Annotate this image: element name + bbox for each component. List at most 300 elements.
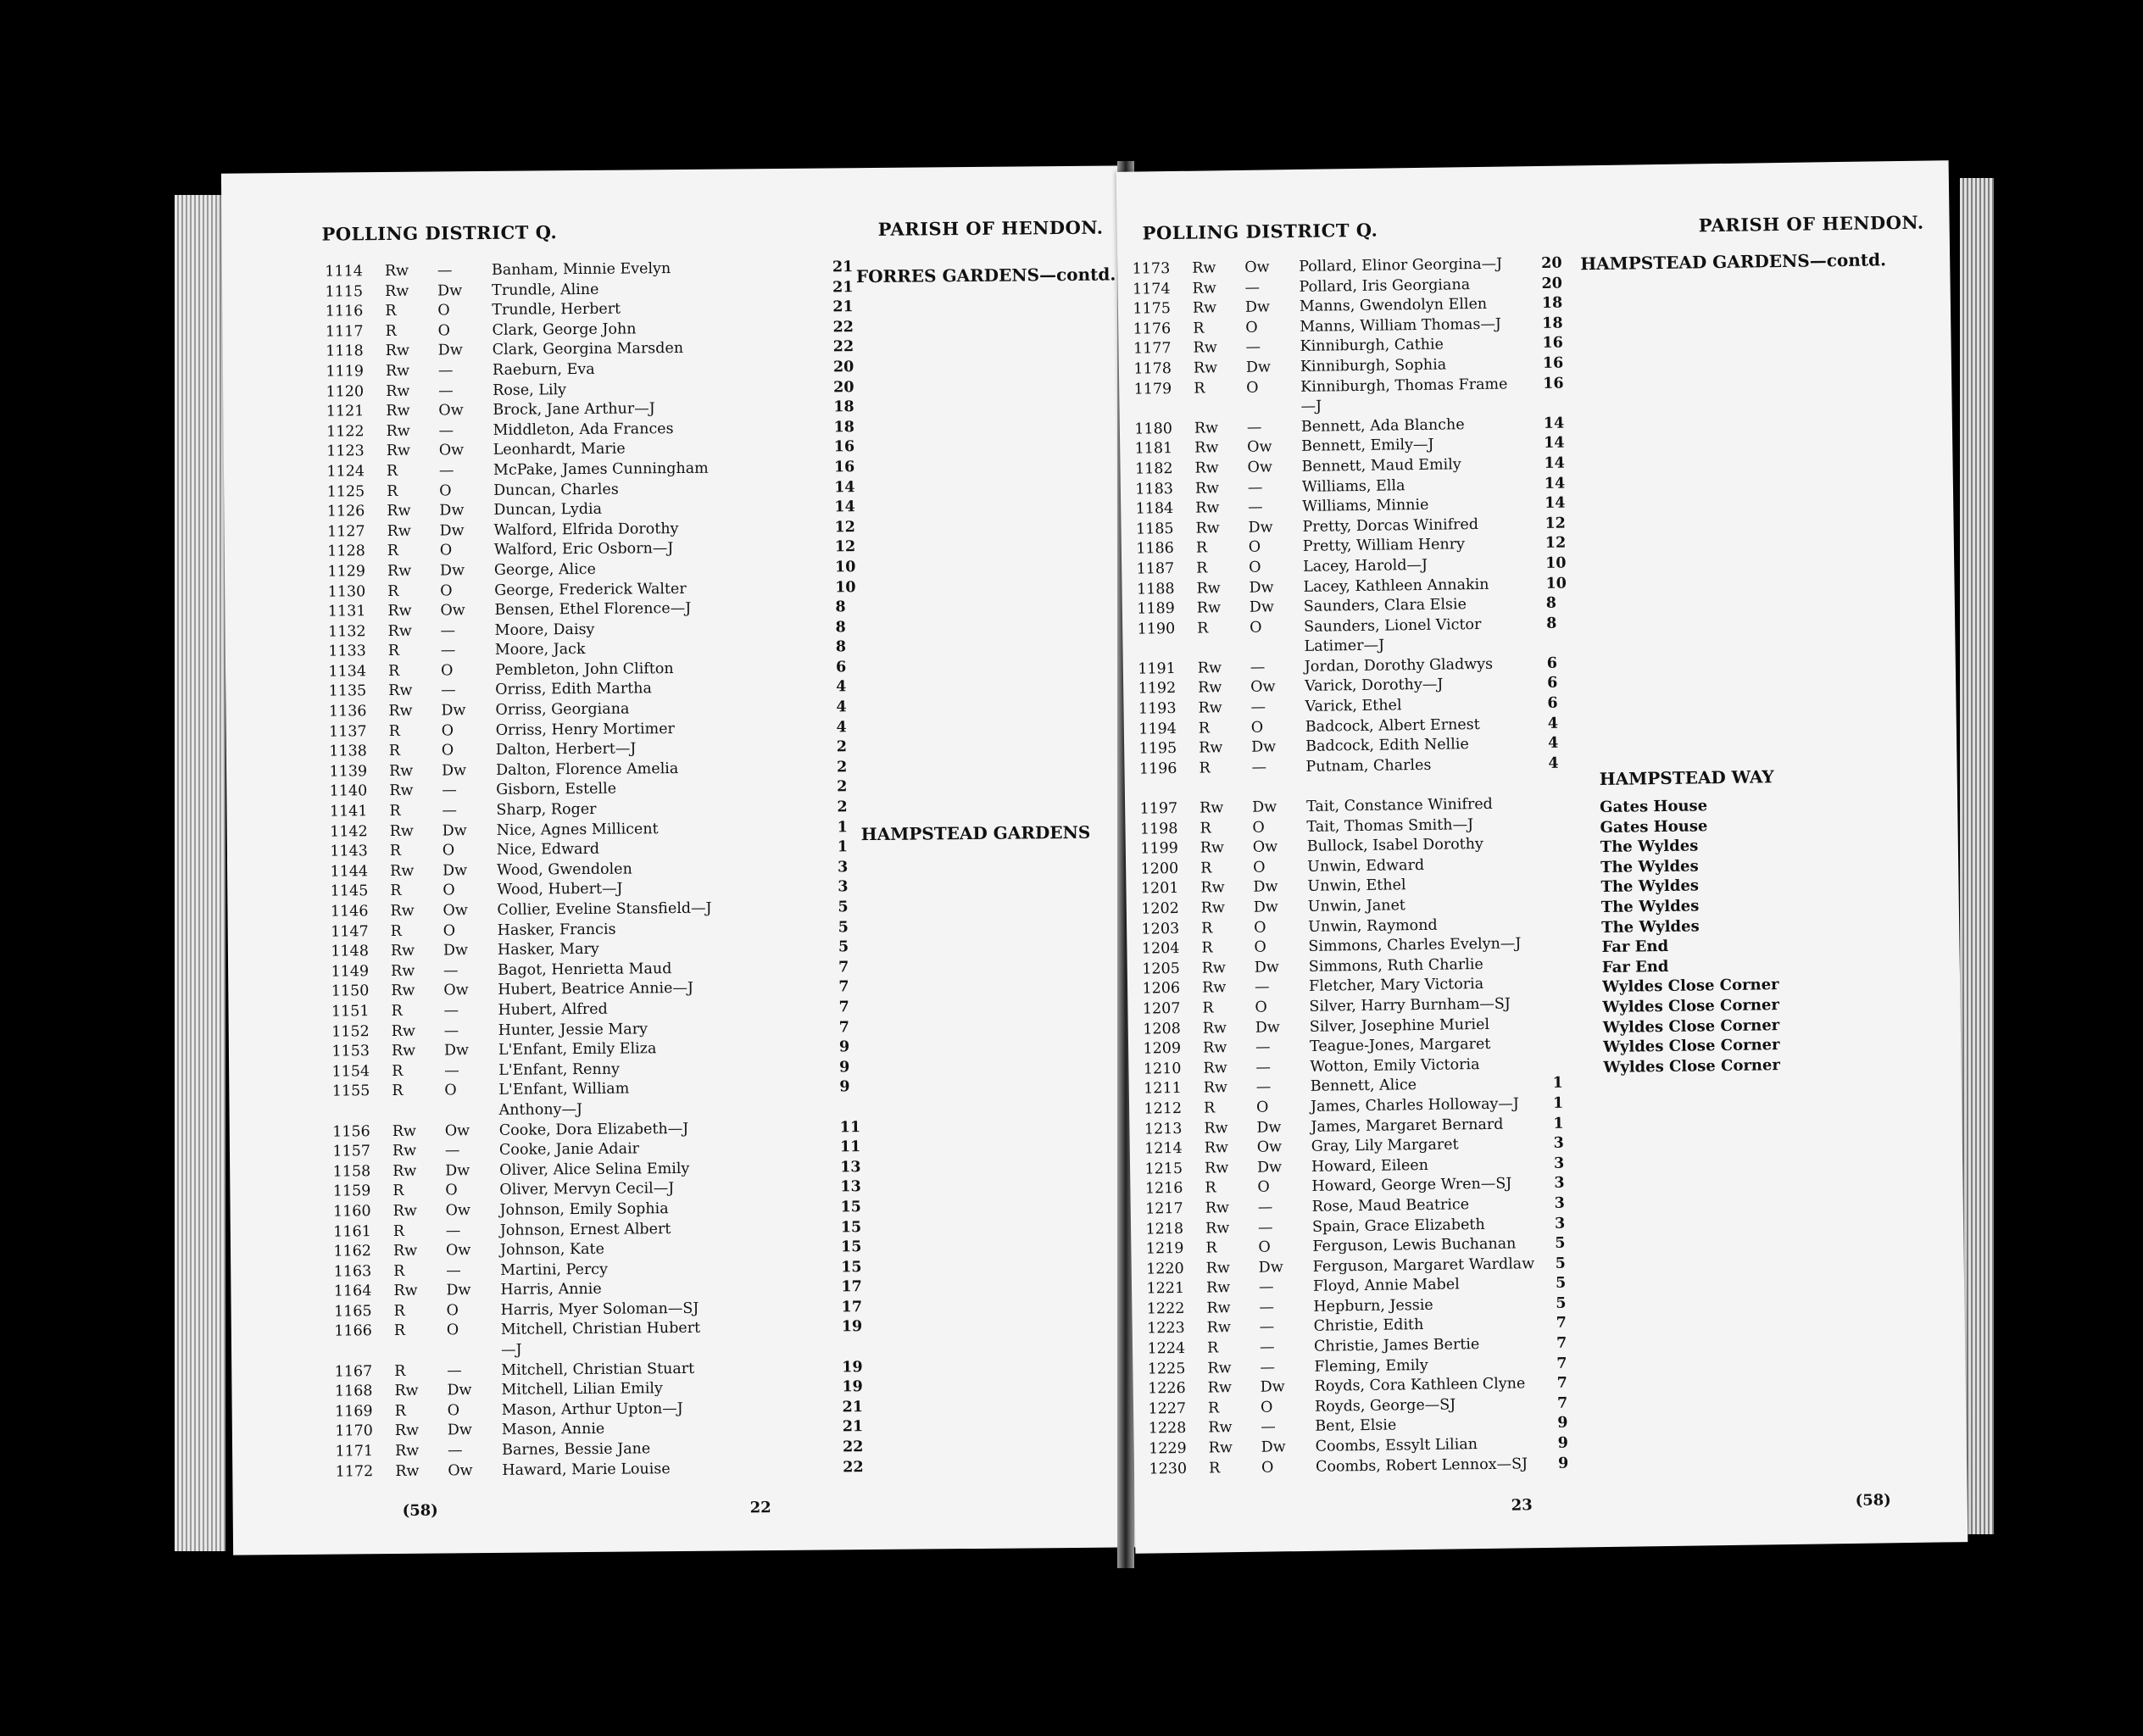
house-number: 15 [840, 1238, 862, 1256]
elector-number: 1169 [335, 1403, 373, 1421]
occupancy-code: Dw [1249, 578, 1274, 597]
qualification-code: Rw [393, 1283, 418, 1300]
qualification-code: R [387, 582, 399, 600]
qualification-code: Rw [387, 502, 411, 520]
elector-name: Collier, Eveline Stansfield—J [497, 899, 712, 919]
occupancy-code: Dw [1251, 738, 1277, 757]
occupancy-code: Dw [1253, 878, 1278, 897]
elector-name: Gray, Lily Margaret [1311, 1136, 1459, 1155]
street-heading: HAMPSTEAD WAY [1599, 766, 1774, 790]
occupancy-code: — [440, 621, 456, 640]
house-number: 18 [1541, 294, 1563, 313]
elector-name: Oliver, Alice Selina Emily [499, 1160, 690, 1179]
elector-name: Fleming, Emily [1314, 1356, 1428, 1376]
elector-number: 1211 [1144, 1080, 1182, 1098]
house-number: 20 [833, 378, 854, 396]
house-number: 9 [839, 1078, 850, 1096]
qualification-code: Rw [387, 602, 412, 620]
elector-name: Lacey, Harold—J [1303, 556, 1428, 576]
elector-number: 1194 [1138, 720, 1177, 738]
elector-number: 1219 [1145, 1240, 1184, 1258]
elector-number: 1177 [1133, 340, 1172, 359]
qualification-code: R [1200, 820, 1211, 837]
occupancy-code: O [1246, 379, 1259, 397]
elector-number: 1189 [1137, 600, 1176, 618]
elector-name: James, Margaret Bernard [1311, 1116, 1504, 1136]
elector-name: Duncan, Charles [493, 481, 619, 499]
elector-number: 1200 [1140, 860, 1179, 878]
elector-number: 1148 [331, 943, 370, 960]
elector-number: 1133 [328, 643, 366, 660]
elector-name: Wood, Gwendolen [497, 860, 632, 879]
qualification-code: Rw [390, 862, 415, 880]
qualification-code: Rw [390, 902, 415, 920]
house-number: 19 [841, 1318, 863, 1336]
qualification-code: Rw [1206, 1319, 1232, 1338]
elector-number: 1119 [326, 363, 365, 381]
elector-number: 1136 [328, 703, 367, 721]
occupancy-code: Ow [438, 402, 464, 420]
elector-number: 1201 [1140, 880, 1179, 899]
elector-name: Mitchell, Christian Hubert [500, 1320, 701, 1339]
elector-number: 1230 [1149, 1460, 1188, 1478]
elector-number: 1127 [326, 522, 365, 541]
elector-number: 1227 [1148, 1399, 1187, 1418]
elector-number: 1168 [334, 1383, 373, 1400]
elector-number: 1121 [326, 403, 365, 420]
qualification-code: Rw [1196, 579, 1221, 598]
elector-name: Manns, William Thomas—J [1300, 315, 1502, 336]
occupancy-code: O [437, 322, 450, 340]
elector-number: 1125 [326, 482, 365, 501]
house-number: 7 [838, 978, 849, 996]
qualification-code: Rw [389, 782, 414, 800]
house-number: 15 [840, 1199, 862, 1216]
qualification-code: R [391, 1002, 403, 1020]
house-number: 14 [1544, 434, 1565, 453]
house-number: 3 [1553, 1155, 1565, 1172]
qualification-code: Rw [1206, 1299, 1231, 1317]
qualification-code: Rw [1199, 739, 1223, 757]
house-number: 21 [832, 259, 854, 276]
house-number: 5 [838, 899, 849, 916]
elector-name: Trundle, Herbert [492, 300, 621, 320]
house-number: 4 [1547, 715, 1559, 732]
qualification-code: R [1198, 720, 1211, 737]
qualification-code: R [394, 1362, 406, 1380]
occupancy-code: Dw [1253, 899, 1278, 916]
elector-name: Williams, Minnie [1302, 496, 1429, 516]
occupancy-code: O [1252, 819, 1265, 837]
qualification-code: Rw [1196, 599, 1222, 617]
elector-name: Martini, Percy [500, 1260, 609, 1279]
elector-number: 1135 [328, 682, 367, 701]
qualification-code: R [388, 722, 400, 740]
qualification-code: Rw [1200, 899, 1226, 917]
elector-name: Varick, Dorothy—J [1305, 676, 1444, 696]
house-name: Gates House [1600, 797, 1708, 817]
occupancy-code: Ow [443, 902, 468, 920]
elector-number: 1213 [1144, 1120, 1183, 1138]
elector-number: 1170 [335, 1422, 373, 1441]
qualification-code: Rw [387, 522, 411, 540]
house-number: 1 [837, 818, 848, 837]
elector-number: 1199 [1140, 840, 1178, 858]
qualification-code: R [394, 1402, 406, 1420]
qualification-code: Rw [388, 682, 413, 700]
elector-number: 1143 [330, 843, 368, 860]
elector-name: Unwin, Janet [1307, 897, 1406, 915]
occupancy-code: Ow [1247, 438, 1272, 457]
elector-number: 1224 [1147, 1339, 1186, 1358]
elector-number: 1126 [326, 503, 365, 520]
house-number: 12 [834, 538, 856, 556]
elector-number: 1176 [1133, 320, 1172, 338]
house-number: 3 [837, 859, 849, 876]
house-name: The Wyldes [1601, 916, 1700, 937]
house-name: Wyldes Close Corner [1602, 996, 1780, 1016]
qualification-code: Rw [1193, 339, 1217, 358]
occupancy-code: O [1258, 1238, 1271, 1256]
elector-name: Tait, Constance Winifred [1306, 795, 1493, 815]
qualification-code: R [1205, 1179, 1216, 1197]
elector-number: 1171 [335, 1443, 374, 1461]
elector-number: 1188 [1136, 580, 1175, 598]
house-number [1551, 993, 1594, 994]
elector-name: L'Enfant, Emily Eliza [498, 1040, 657, 1060]
occupancy-code: Dw [437, 281, 463, 300]
house-number: 15 [841, 1258, 862, 1277]
qualification-code: Rw [1197, 659, 1222, 677]
qualification-code: R [1208, 1459, 1221, 1477]
house-number: 9 [839, 1059, 850, 1077]
qualification-code: Rw [386, 422, 410, 440]
elector-number: 1124 [326, 463, 365, 481]
occupancy-code: O [445, 1182, 458, 1199]
qualification-code: Rw [392, 1202, 417, 1220]
elector-number: 1193 [1138, 700, 1177, 718]
occupancy-code: O [439, 542, 453, 559]
occupancy-code: — [443, 962, 459, 980]
qualification-code: Rw [387, 622, 412, 640]
elector-name: Middleton, Ada Frances [493, 420, 674, 439]
occupancy-code: Dw [1260, 1378, 1285, 1396]
elector-number: 1222 [1146, 1299, 1185, 1318]
elector-number: 1184 [1135, 500, 1174, 518]
house-number: 14 [834, 498, 855, 516]
house-number: 4 [1547, 734, 1559, 753]
elector-name: Ferguson, Lewis Buchanan [1312, 1235, 1517, 1255]
house-name: Far End [1601, 957, 1669, 976]
qualification-code: R [1203, 1099, 1216, 1117]
elector-name: Mason, Annie [501, 1421, 605, 1439]
occupancy-code: — [1257, 1218, 1273, 1237]
house-number: 7 [1556, 1334, 1567, 1352]
elector-name: Silver, Harry Burnham—SJ [1309, 995, 1511, 1015]
elector-name: Raeburn, Eva [492, 360, 595, 379]
qualification-code: Rw [1205, 1259, 1231, 1277]
house-number: 1 [1552, 1075, 1564, 1093]
qualification-code: Rw [384, 262, 409, 281]
house-number: 14 [1544, 454, 1566, 472]
qualification-code: Rw [394, 1382, 419, 1400]
occupancy-code: O [437, 302, 450, 320]
qualification-code: R [385, 322, 397, 340]
house-number: 8 [835, 598, 846, 616]
occupancy-code: — [1258, 1278, 1274, 1296]
page-number: 23 [1511, 1496, 1533, 1515]
folio-mark: (58) [1855, 1491, 1891, 1510]
house-number: 1 [1552, 1094, 1564, 1112]
house-number: 13 [840, 1178, 861, 1196]
elector-name: Rose, Maud Beatrice [1311, 1196, 1470, 1216]
occupancy-code: Ow [443, 982, 469, 999]
qualification-code: Rw [1205, 1279, 1231, 1297]
elector-name: Fletcher, Mary Victoria [1308, 976, 1484, 996]
elector-number: 1157 [332, 1143, 371, 1160]
elector-number: 1144 [330, 863, 369, 881]
elector-number: 1174 [1132, 280, 1171, 298]
house-number: 10 [835, 578, 856, 596]
elector-name: Pembleton, John Clifton [494, 659, 674, 679]
occupancy-code: Dw [443, 862, 468, 880]
elector-number: 1204 [1141, 940, 1180, 958]
elector-name: Unwin, Ethel [1307, 876, 1406, 896]
house-number: 2 [837, 798, 848, 816]
elector-number: 1155 [331, 1082, 370, 1100]
qualification-code: Rw [391, 1042, 416, 1060]
house-number: 20 [832, 359, 854, 376]
elector-name: Johnson, Kate [499, 1240, 604, 1259]
house-number: 20 [1541, 254, 1562, 272]
elector-number: 1160 [332, 1203, 371, 1221]
elector-number: 1178 [1133, 360, 1172, 378]
house-number: 16 [1543, 375, 1564, 392]
house-number: 12 [1545, 534, 1567, 553]
elector-name: Moore, Jack [494, 641, 586, 659]
occupancy-code: Dw [1258, 1258, 1283, 1277]
occupancy-code: Dw [1244, 298, 1271, 317]
qualification-code: Rw [1203, 1059, 1227, 1077]
qualification-code: Rw [1198, 679, 1222, 698]
elector-name: Haward, Marie Louise [502, 1460, 671, 1479]
occupancy-code: — [1257, 1199, 1273, 1216]
qualification-code: Rw [1204, 1119, 1228, 1138]
qualification-code: Rw [1205, 1199, 1230, 1217]
qualification-code: R [387, 482, 398, 500]
qualification-code: Rw [1200, 879, 1225, 898]
elector-name: Bennett, Emily—J [1301, 437, 1434, 456]
occupancy-code: Dw [1256, 1159, 1283, 1177]
house-number: 9 [1557, 1455, 1569, 1472]
occupancy-code: Dw [437, 342, 463, 359]
qualification-code: Rw [394, 1422, 420, 1440]
occupancy-code: — [1245, 338, 1261, 357]
elector-name: Hubert, Beatrice Annie—J [498, 980, 694, 999]
qualification-code: R [1197, 620, 1209, 637]
occupancy-code: — [443, 1021, 459, 1040]
occupancy-code: — [1259, 1299, 1275, 1316]
qualification-code: Rw [1194, 439, 1219, 458]
elector-name: Saunders, Clara Elsie [1303, 596, 1467, 615]
elector-name: Kinniburgh, Cathie [1300, 336, 1444, 356]
elector-number: 1147 [331, 922, 369, 941]
elector-name: Orriss, Edith Martha [495, 680, 652, 699]
occupancy-code: Dw [1256, 1118, 1282, 1137]
elector-number: 1114 [325, 263, 364, 281]
occupancy-code: — [437, 362, 454, 380]
occupancy-code: Ow [1244, 259, 1270, 276]
qualification-code: R [393, 1302, 405, 1320]
qualification-code: Rw [387, 562, 412, 580]
elector-name: Mitchell, Christian Stuart [501, 1360, 695, 1379]
occupancy-code: — [440, 642, 456, 659]
house-number: 5 [838, 918, 849, 936]
qualification-code: R [1201, 939, 1213, 957]
house-number: 22 [843, 1458, 864, 1476]
occupancy-code: Ow [1247, 459, 1273, 476]
elector-name: Manns, Gwendolyn Ellen [1299, 296, 1488, 316]
occupancy-code: Dw [447, 1422, 472, 1439]
occupancy-code: O [441, 721, 454, 740]
street-heading: FORRES GARDENS—contd. [855, 264, 1116, 287]
house-number [1552, 1033, 1595, 1034]
house-number: 14 [1545, 494, 1566, 513]
elector-name: Christie, James Bertie [1313, 1336, 1480, 1355]
qualification-code: Rw [392, 1122, 417, 1140]
elector-number: 1198 [1139, 820, 1178, 838]
qualification-code: Rw [388, 762, 414, 780]
elector-name: L'Enfant, William [498, 1080, 630, 1099]
right-header-parish: PARISH OF HENDON. [1698, 211, 1924, 236]
occupancy-code: — [1255, 1038, 1271, 1056]
house-number: 9 [838, 1038, 850, 1056]
house-number: 1 [837, 838, 849, 856]
house-number: 6 [835, 659, 847, 676]
occupancy-code: — [1246, 419, 1262, 437]
house-number: 9 [1557, 1434, 1568, 1452]
occupancy-code: Dw [441, 702, 466, 720]
elector-number: 1214 [1144, 1140, 1183, 1158]
elector-number: 1216 [1144, 1180, 1183, 1198]
qualification-code: R [393, 1262, 405, 1280]
occupancy-code: Dw [1245, 359, 1272, 376]
qualification-code: R [386, 462, 398, 480]
elector-name: Anthony—J [498, 1100, 583, 1119]
elector-name: Orriss, Henry Mortimer [495, 720, 675, 739]
house-number: 7 [1556, 1374, 1567, 1393]
occupancy-code: — [1251, 759, 1267, 776]
elector-name: Pretty, Dorcas Winifred [1302, 515, 1479, 536]
occupancy-code: — [1248, 498, 1263, 516]
elector-name: Bennett, Maud Emily [1301, 456, 1461, 476]
qualification-code: R [1194, 380, 1205, 398]
occupancy-code: — [1247, 479, 1263, 497]
qualification-code: Rw [1203, 1079, 1228, 1097]
elector-number: 1220 [1146, 1260, 1184, 1278]
elector-number: 1132 [327, 622, 366, 641]
elector-number: 1149 [331, 962, 370, 981]
house-number: 21 [832, 278, 854, 297]
occupancy-code: Dw [439, 502, 465, 520]
elector-number: 1179 [1133, 380, 1172, 398]
elector-number: 1152 [331, 1022, 370, 1041]
elector-name: Pretty, William Henry [1302, 536, 1466, 556]
elector-name: Sharp, Roger [496, 800, 597, 819]
occupancy-code: Ow [1252, 838, 1278, 856]
house-number: 6 [1547, 675, 1558, 693]
elector-name: Bennett, Ada Blanche [1300, 415, 1465, 436]
house-number: 3 [1554, 1194, 1566, 1212]
qualification-code: R [1205, 1239, 1217, 1257]
house-number: 3 [1554, 1215, 1566, 1232]
occupancy-code: O [443, 921, 456, 940]
house-number: 16 [1542, 334, 1564, 353]
qualification-code: Rw [1208, 1419, 1233, 1437]
elector-name: Cooke, Dora Elizabeth—J [498, 1120, 689, 1139]
elector-number: 1122 [326, 422, 365, 441]
right-page [1116, 160, 1968, 1554]
elector-number: 1151 [331, 1003, 370, 1021]
house-number: 7 [1556, 1355, 1567, 1372]
qualification-code: Rw [1207, 1379, 1233, 1397]
occupancy-code: O [1249, 559, 1261, 576]
qualification-code: Rw [1205, 1219, 1230, 1238]
elector-name: Jordan, Dorothy Gladwys [1304, 655, 1494, 676]
elector-name: Dalton, Herbert—J [495, 740, 637, 760]
elector-name: Williams, Ella [1301, 476, 1405, 496]
qualification-code: R [392, 1222, 405, 1240]
elector-name: Putnam, Charles [1305, 756, 1432, 776]
elector-name: Moore, Daisy [494, 620, 595, 639]
elector-number: 1173 [1132, 260, 1171, 278]
house-number: 8 [835, 638, 847, 656]
elector-number: 1115 [325, 282, 364, 301]
elector-name: Ferguson, Margaret Wardlaw [1312, 1255, 1535, 1276]
elector-number: 1166 [334, 1322, 372, 1341]
elector-number: 1130 [327, 582, 366, 601]
elector-name: Royds, Cora Kathleen Clyne [1314, 1375, 1526, 1396]
elector-name: Kinniburgh, Thomas Frame [1300, 376, 1508, 396]
house-number: 4 [836, 698, 847, 716]
elector-name: Johnson, Emily Sophia [499, 1200, 669, 1219]
qualification-code: R [387, 662, 400, 680]
occupancy-code: O [1250, 719, 1264, 737]
elector-name: Pollard, Iris Georgiana [1299, 275, 1471, 296]
qualification-code: R [389, 843, 402, 860]
occupancy-code: Dw [443, 942, 469, 960]
elector-number: 1208 [1143, 1020, 1181, 1038]
elector-number: 1141 [329, 803, 368, 821]
house-number: 2 [836, 759, 848, 776]
house-number: 16 [833, 438, 855, 456]
elector-number: 1223 [1147, 1320, 1185, 1338]
qualification-code: R [387, 542, 399, 560]
house-number: 10 [834, 559, 856, 576]
house-number: 7 [1556, 1394, 1568, 1412]
qualification-code: R [392, 1082, 404, 1100]
page-edges-right [1960, 178, 1994, 1534]
house-number [1550, 833, 1592, 834]
elector-number: 1226 [1148, 1380, 1186, 1398]
occupancy-code: Dw [445, 1161, 470, 1180]
house-number: 21 [842, 1398, 864, 1416]
house-number: 5 [838, 938, 849, 956]
occupancy-code: O [1257, 1178, 1270, 1197]
elector-number: 1128 [327, 542, 365, 560]
occupancy-code: O [441, 742, 454, 760]
elector-name: Floyd, Annie Mabel [1312, 1276, 1460, 1296]
